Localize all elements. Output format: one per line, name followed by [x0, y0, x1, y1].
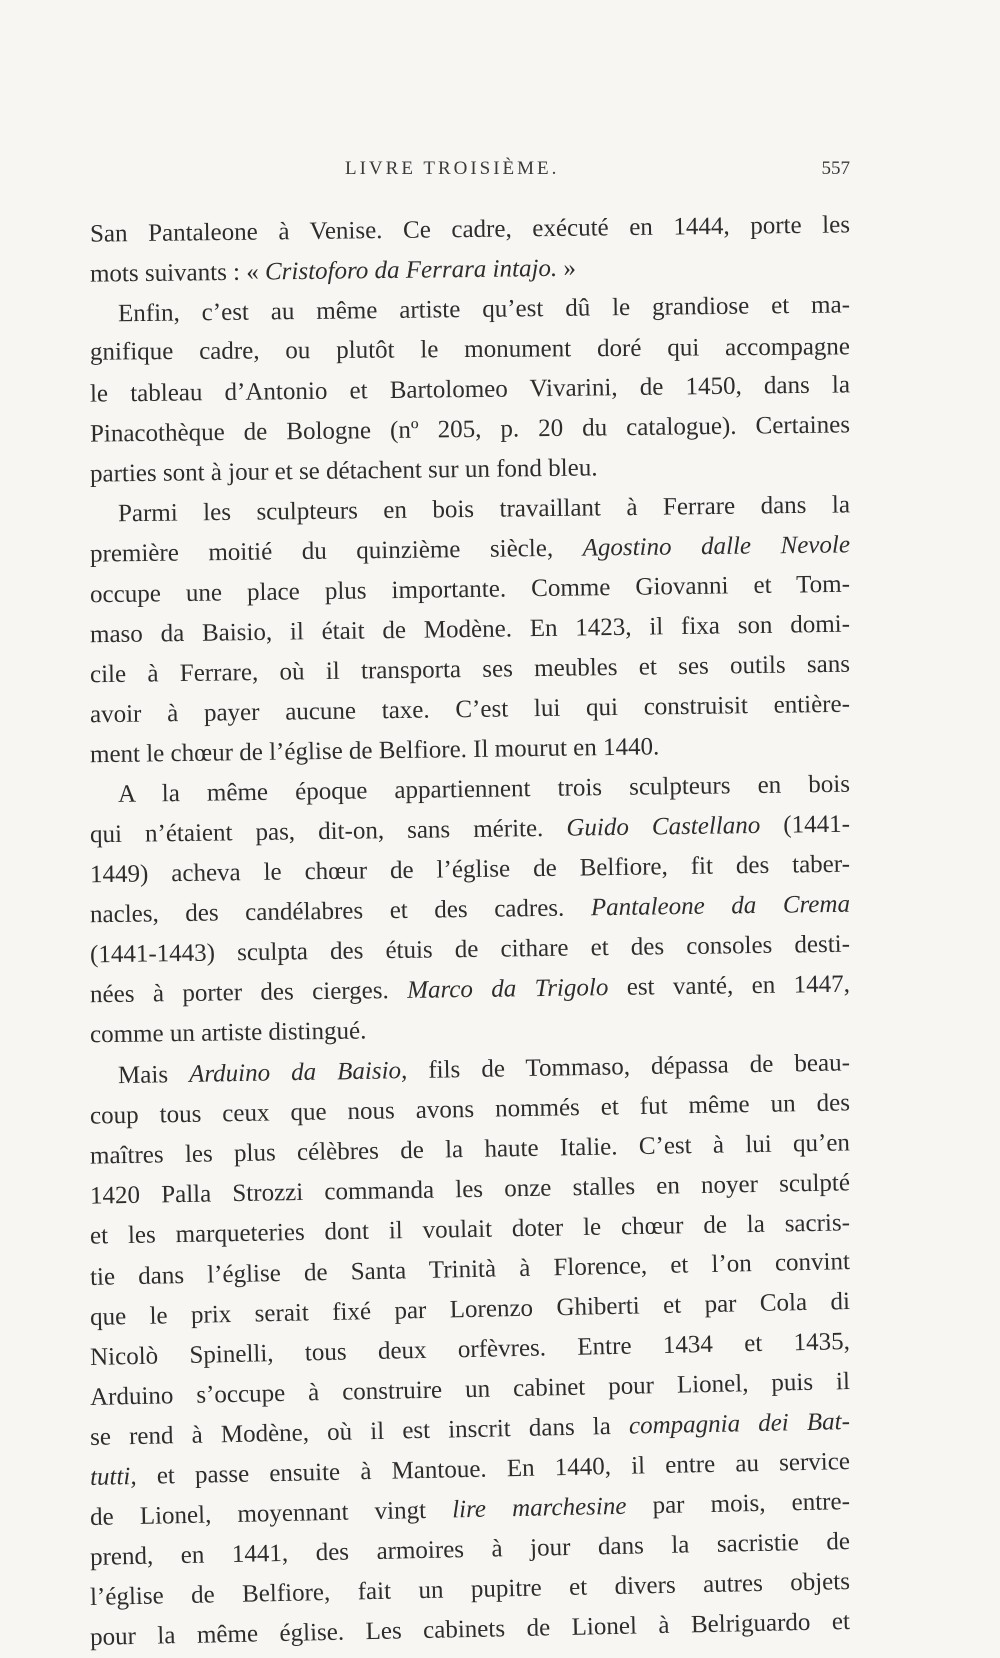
- text-run: mots suivants : «: [90, 259, 265, 288]
- text-run: Mais: [118, 1061, 190, 1089]
- page-number: 557: [822, 158, 851, 180]
- text-run: de Lionel, moyennant vingt: [90, 1496, 453, 1531]
- text-run: Parmi les sculpteurs en bois travaillant à Ferrare dans la: [118, 491, 850, 527]
- text-run: Pinacothèque de Bologne (nº 205, p. 20 du catalogue). Certaines: [90, 411, 850, 447]
- text-run: prend, en 1441, des armoires à jour dans la sacristie de: [90, 1528, 850, 1571]
- text-run: et passe ensuite à Mantoue. En 1440, il entre au service: [136, 1448, 850, 1490]
- text-run: fils de Tommaso, dépassa de beau-: [407, 1049, 850, 1084]
- text-run: A la même époque appartiennent trois sculpteurs en bois: [118, 771, 850, 808]
- italic-run: lire marchesine: [452, 1493, 627, 1524]
- italic-run: Agostino dalle Nevole: [582, 531, 850, 561]
- text-run: l’église de Belfiore, fait un pupitre et divers autres objets: [90, 1568, 850, 1611]
- text-run: avoir à payer aucune taxe. C’est lui qui construisit entière-: [90, 691, 850, 729]
- text-run: Nicolò Spinelli, tous deux orfèvres. Entre 1434 et 1435,: [90, 1328, 850, 1371]
- text-run: que le prix serait fixé par Lorenzo Ghiberti et par Cola di: [90, 1288, 850, 1331]
- text-run: maso da Baisio, il était de Modène. En 1423, il fixa son domi-: [90, 611, 850, 649]
- page-header: [100, 158, 850, 188]
- text-run: tie dans l’église de Santa Trinità à Florence, et l’on convint: [90, 1248, 850, 1291]
- italic-run: tutti,: [90, 1463, 137, 1491]
- text-run: pour la même église. Les cabinets de Lionel à Belriguardo et: [90, 1608, 850, 1651]
- text-run: première moitié du quinzième siècle,: [90, 535, 583, 568]
- text-run: Enfin, c’est au même artiste qu’est dû le grandiose et ma-: [118, 291, 850, 327]
- text-run: occupe une place plus importante. Comme Giovanni et Tom-: [90, 571, 850, 609]
- text-run: est vanté, en 1447,: [608, 971, 850, 1001]
- italic-run: Marco da Trigolo: [407, 974, 609, 1004]
- running-title: LIVRE TROISIÈME.: [345, 158, 559, 180]
- text-run: San Pantaleone à Venise. Ce cadre, exécuté en 1444, porte les: [90, 211, 850, 247]
- text-run: maîtres les plus célèbres de la haute Italie. C’est à lui qu’en: [90, 1129, 850, 1169]
- text-run: parties sont à jour et se détachent sur un fond bleu.: [90, 454, 598, 487]
- italic-run: Guido Castellano: [566, 812, 760, 842]
- text-run: nées à porter des cierges.: [90, 977, 408, 1008]
- text-run: »: [557, 255, 576, 282]
- body-text: [90, 210, 850, 1650]
- text-run: le tableau d’Antonio et Bartolomeo Vivarini, de 1450, dans la: [90, 371, 850, 407]
- text-run: se rend à Modène, où il est inscrit dans la: [90, 1413, 629, 1451]
- text-run: qui n’étaient pas, dit-on, sans mérite.: [90, 815, 567, 849]
- text-run: gnifique cadre, ou plutôt le monument doré qui accompagne: [90, 333, 850, 365]
- text-run: Arduino s’occupe à construire un cabinet pour Lionel, puis il: [90, 1368, 850, 1411]
- text-run: 1449) acheva le chœur de l’église de Belfiore, fit des taber-: [90, 851, 850, 889]
- text-run: coup tous ceux que nous avons nommés et fut même un des: [90, 1089, 850, 1129]
- text-run: et les marqueteries dont il voulait doter le chœur de la sacris-: [90, 1209, 850, 1249]
- text-run: comme un artiste distingué.: [90, 1017, 367, 1048]
- italic-run: Pantaleone da Crema: [591, 891, 850, 922]
- text-run: (1441-: [760, 811, 850, 839]
- text-run: cile à Ferrare, où il transporta ses meubles et ses outils sans: [90, 651, 850, 689]
- text-run: 1420 Palla Strozzi commanda les onze stalles en noyer sculpté: [90, 1169, 850, 1209]
- italic-run: Cristoforo da Ferrara intajo.: [265, 255, 557, 286]
- text-run: (1441-1443) sculpta des étuis de cithare et des consoles desti-: [90, 931, 850, 969]
- text-run: par mois, entre-: [626, 1488, 850, 1520]
- text-run: ment le chœur de l’église de Belfiore. Il mourut en 1440.: [90, 733, 660, 768]
- italic-run: compagnia dei Bat-: [629, 1408, 851, 1440]
- italic-run: Arduino da Baisio,: [189, 1057, 408, 1088]
- text-run: nacles, des candélabres et des cadres.: [90, 894, 591, 928]
